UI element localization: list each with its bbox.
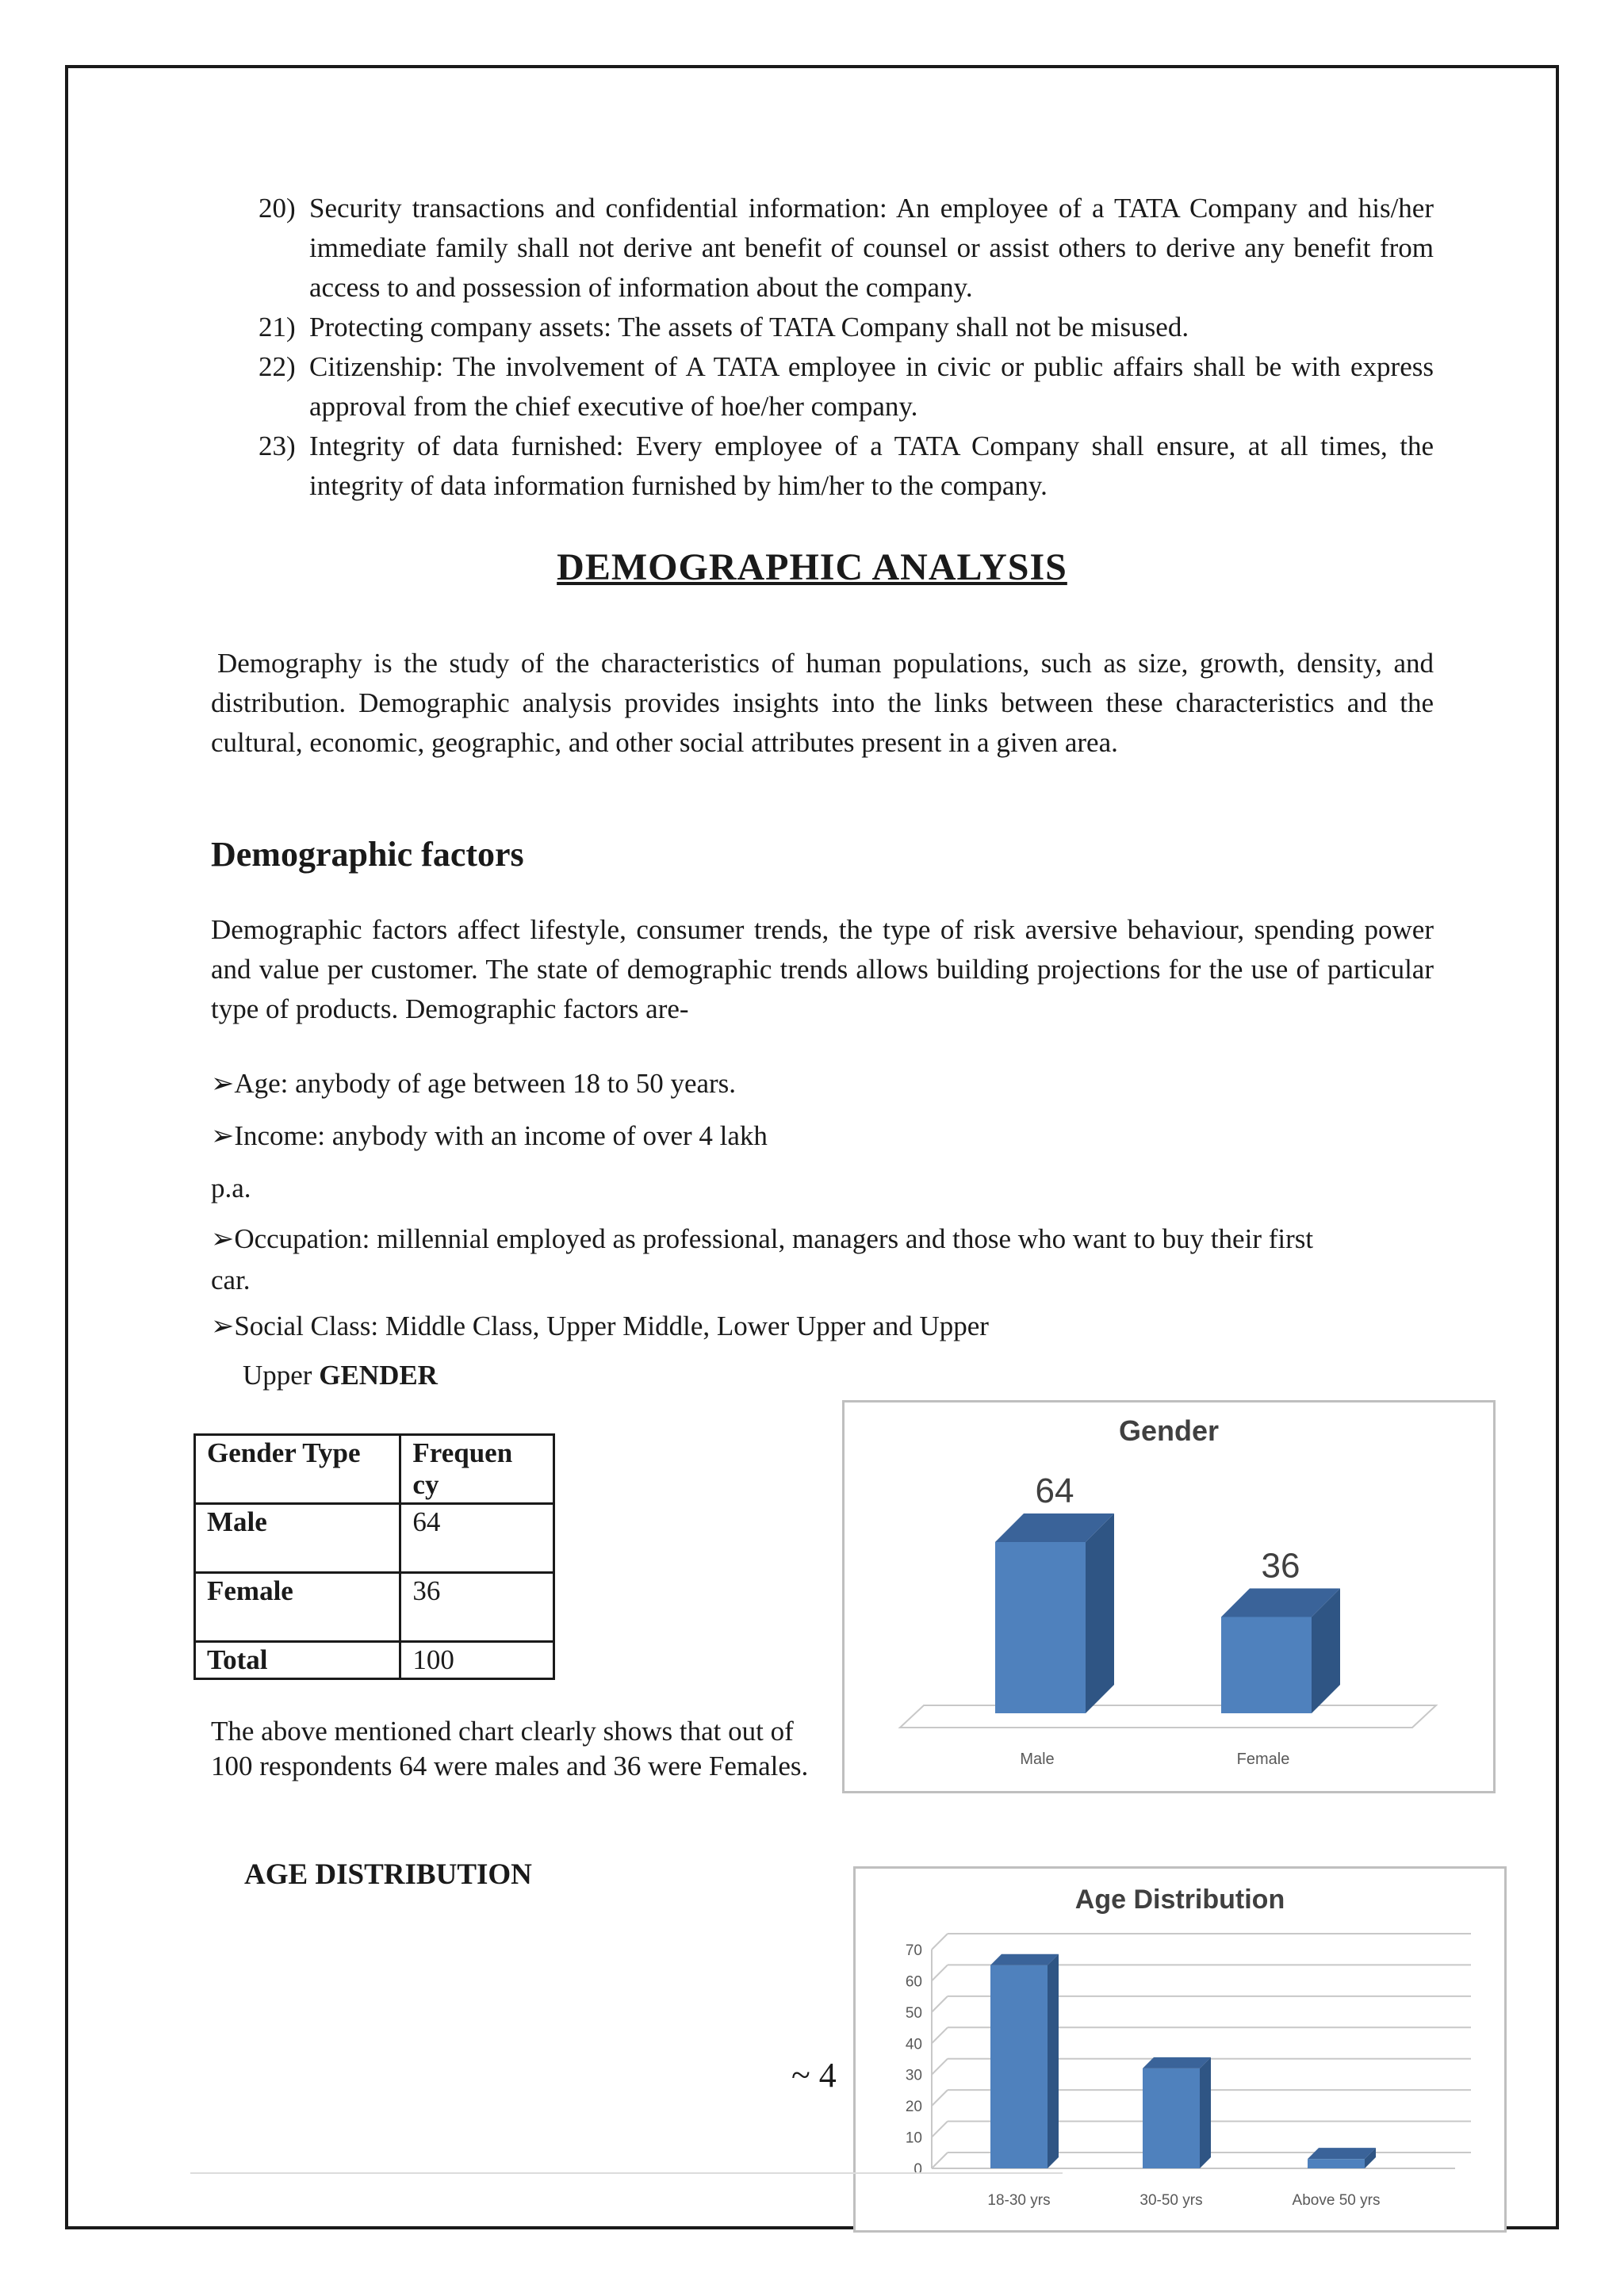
category-label: Above 50 yrs [1292,2192,1381,2209]
category-label: Male [1020,1751,1055,1768]
y-tick-label: 40 [905,2036,922,2053]
list-item [259,427,1434,506]
bullet-social-cont-text: Upper [243,1360,312,1391]
bar-side [1086,1513,1114,1713]
table-cell: 64 [400,1504,554,1573]
gender-chart-svg [845,1402,1493,1791]
list-item [259,308,1434,347]
bar [995,1513,1114,1713]
gridline-side [932,2152,948,2168]
gridline-side [932,2122,948,2137]
table-row [195,1573,554,1642]
bullet-social-cont [243,1356,438,1395]
list-item [259,347,1434,427]
y-tick-label: 20 [905,2099,922,2116]
page-number: ~ 4 [791,2056,837,2095]
table-row [195,1642,554,1679]
y-tick-label: 30 [905,2067,922,2084]
table-header-cell: Gender Type [195,1435,400,1504]
gridline-side [932,2059,948,2075]
bar-front [1143,2068,1200,2168]
item-number: 23) [259,430,296,461]
y-tick-label: 10 [905,2130,922,2147]
data-label: 64 [1035,1471,1074,1510]
section-title: DEMOGRAPHIC ANALYSIS [557,546,1067,588]
item-text: Protecting company assets: The assets of TATA Company shall not be misused. [309,312,1189,342]
bullet-social: ➢Social Class: Middle Class, Upper Middle, Lower Upper and Upper [211,1311,989,1341]
item-number: 22) [259,351,296,382]
gridline-side [932,1965,948,1980]
intro-paragraph: Demography is the study of the characteristics of human populations, such as size, growth, density, and distribution. Demographic analysis provides insights into the links between these characteristics and the cultural, economic, geographic, and other social attributes present in a given area. [211,648,1434,758]
gender-heading: GENDER [319,1360,438,1391]
item-number: 20) [259,193,296,224]
chart-title: Age Distribution [1074,1885,1285,1915]
gridline-side [932,2027,948,2043]
list-item [259,189,1434,308]
table-cell: 36 [400,1573,554,1642]
y-tick-label: 50 [905,2004,922,2022]
y-tick-label: 70 [905,1942,922,1959]
age-chart-svg [856,1869,1504,2230]
item-text: Integrity of data furnished: Every employee of a TATA Company shall ensure, at all times, the integrity of data information furnished by him/her to the company. [309,430,1434,501]
factors-heading: Demographic factors [211,835,524,874]
category-label: 18-30 yrs [987,2192,1051,2209]
category-label: 30-50 yrs [1139,2192,1203,2209]
gender-chart [842,1400,1496,1793]
data-label: 36 [1261,1546,1300,1586]
gridline-side [932,1996,948,2012]
y-tick-label: 0 [914,2161,922,2178]
chart-title: Gender [1118,1414,1220,1447]
y-tick-label: 60 [905,1973,922,1991]
factors-paragraph: Demographic factors affect lifestyle, consumer trends, the type of risk aversive behaviour, spending power and value per customer. The state of demographic trends allows building projections for the use of particular type of products. Demographic factors are- [211,914,1434,1024]
bar [1143,2057,1211,2168]
table-cell: Total [195,1642,400,1679]
bar [1221,1589,1340,1714]
table-row [195,1504,554,1573]
bar-side [1048,1954,1059,2168]
bar-top [990,1954,1059,1965]
bar-front [1308,2159,1365,2168]
age-chart [853,1866,1507,2233]
category-label: Female [1236,1751,1290,1768]
bar-top [1143,2057,1211,2068]
item-number: 21) [259,312,296,342]
chart-floor [900,1705,1436,1728]
gridline-side [932,2090,948,2106]
bar [990,1954,1059,2168]
footer-divider [190,2172,1063,2174]
bar-front [1221,1617,1312,1714]
bar-side [1200,2057,1211,2168]
age-heading: AGE DISTRIBUTION [244,1858,532,1891]
gender-table [193,1433,555,1680]
gridline-side [932,1934,948,1950]
bar-front [990,1965,1048,2168]
bullet-income-cont: p.a. [211,1173,251,1203]
bullet-age: ➢Age: anybody of age between 18 to 50 years. [211,1068,737,1099]
table-cell: Female [195,1573,400,1642]
table-header-row [195,1435,554,1504]
item-text: Security transactions and confidential information: An employee of a TATA Company and his/her immediate family shall not derive ant benefit of counsel or assist others to derive any benefit from access to and possession of information about the company. [309,193,1434,303]
table-cell: Male [195,1504,400,1573]
bullet-income: ➢Income: anybody with an income of over 4 lakh [211,1120,768,1151]
table-header-cell: Frequen cy [400,1435,554,1504]
item-text: Citizenship: The involvement of A TATA employee in civic or public affairs shall be with express approval from the chief executive of hoe/her company. [309,351,1434,422]
bar [1308,2148,1376,2168]
bar-front [995,1542,1086,1713]
bar-top [1308,2148,1376,2159]
table-cell: 100 [400,1642,554,1679]
code-of-conduct-list [259,189,1434,506]
bullet-occupation-cont: car. [211,1265,251,1295]
gender-note: The above mentioned chart clearly shows that out of 100 respondents 64 were males and 36 were Females. [211,1716,809,1781]
bullet-occupation: ➢Occupation: millennial employed as professional, managers and those who want to buy their first [211,1223,1314,1254]
